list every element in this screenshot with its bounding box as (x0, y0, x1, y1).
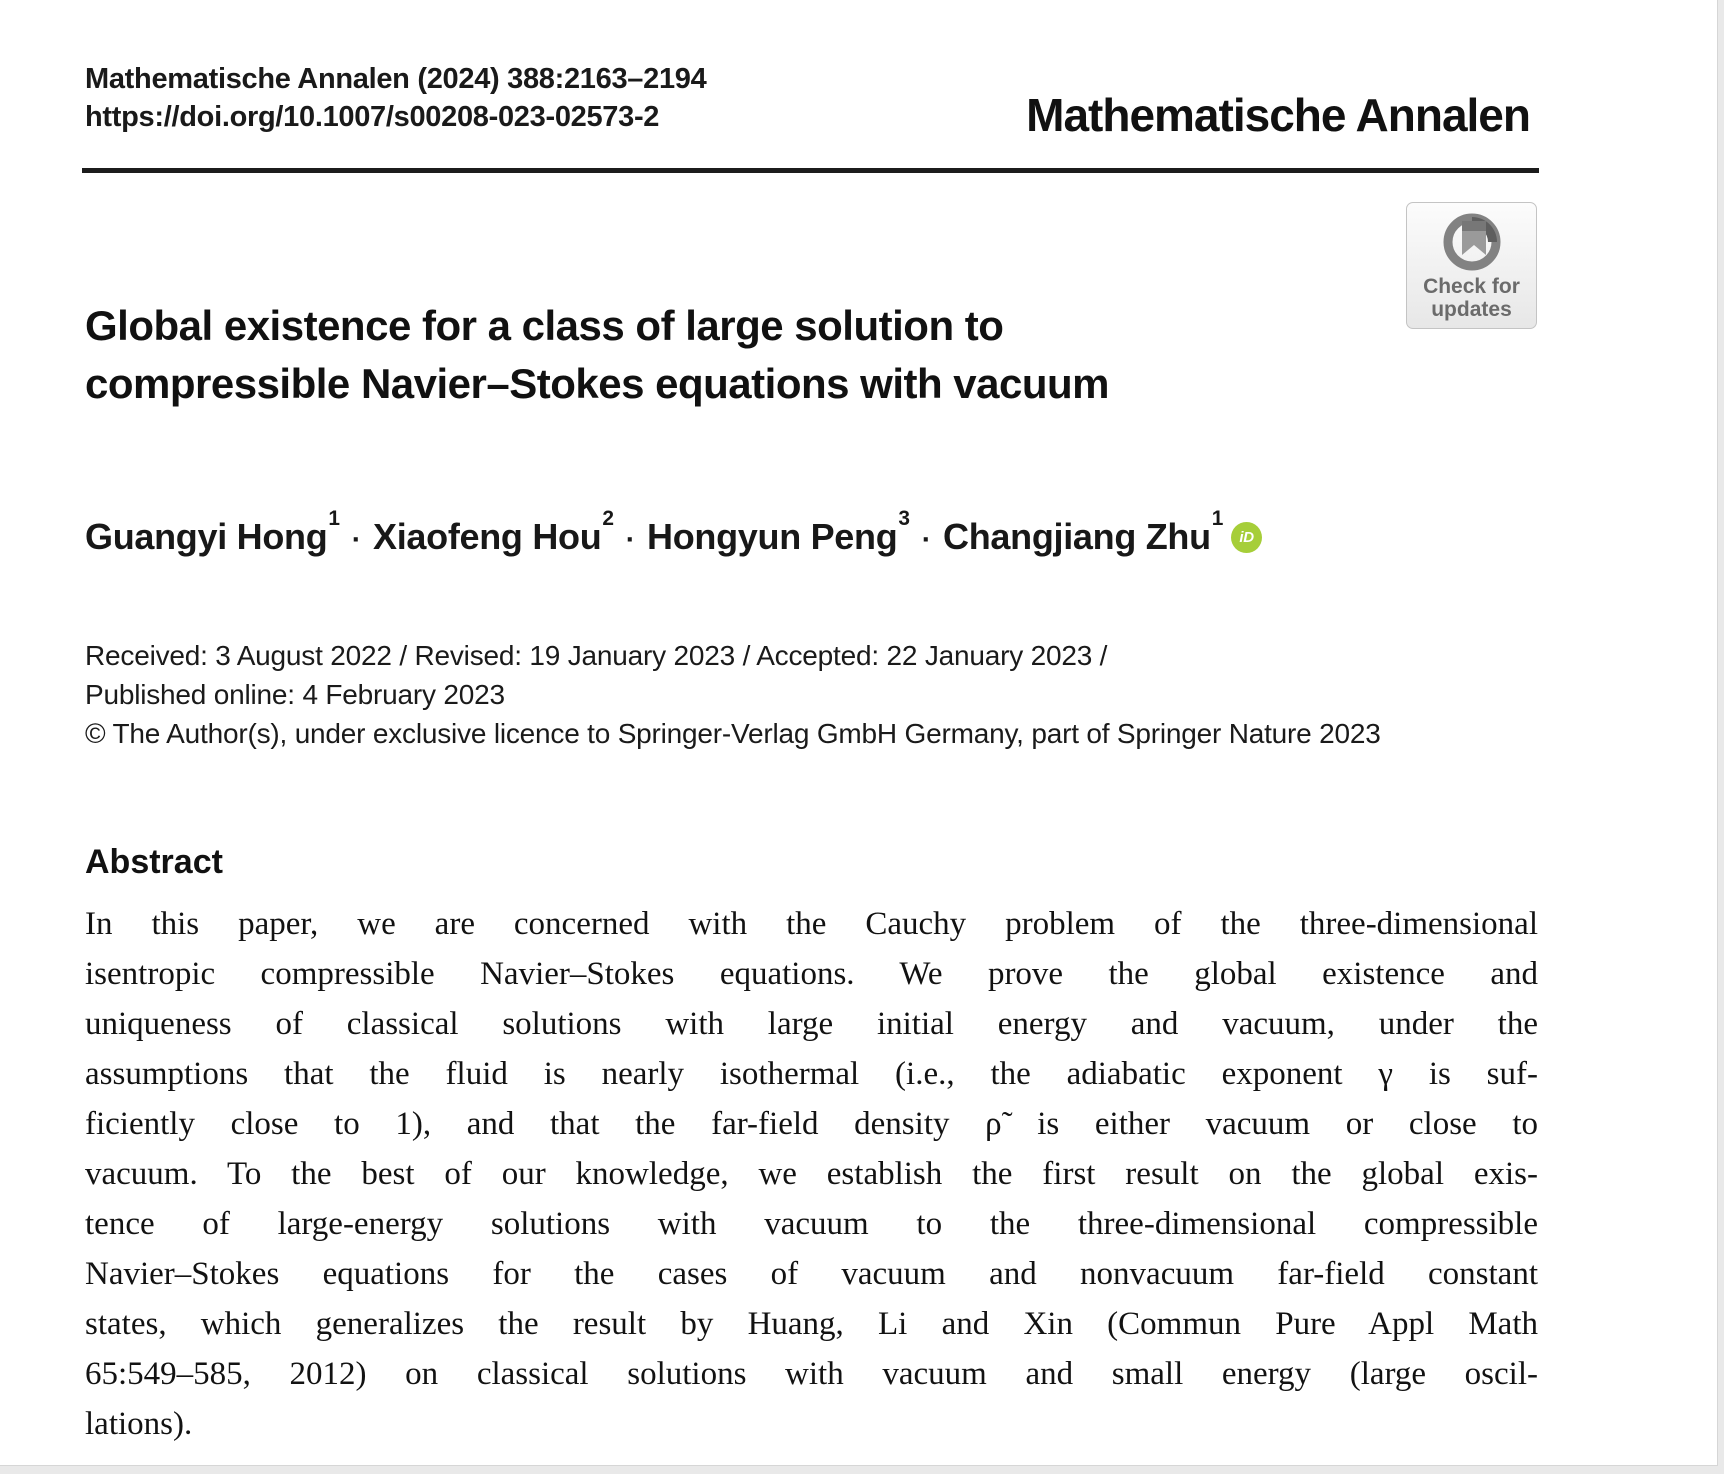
published-online: Published online: 4 February 2023 (85, 679, 505, 710)
abstract-heading: Abstract (85, 843, 223, 881)
doi-link[interactable]: https://doi.org/10.1007/s00208-023-02573-2 (85, 101, 660, 133)
author-name: Hongyun Peng (647, 516, 898, 557)
author-affiliation-sup: 2 (602, 506, 614, 530)
author-name: Guangyi Hong (85, 516, 328, 557)
author-line (85, 506, 1262, 558)
abstract-line: 65:549–585, 2012) on classical solutions with vacuum and small energy (large oscil- (85, 1356, 1538, 1392)
abstract-line: In this paper, we are concerned with the Cauchy problem of the three-dimensional (85, 906, 1538, 942)
article-title-line-1: Global existence for a class of large solution to (85, 302, 1004, 349)
badge-line-2: updates (1431, 298, 1512, 321)
abstract-line: assumptions that the fluid is nearly isothermal (i.e., the adiabatic exponent γ is suf- (85, 1056, 1538, 1092)
abstract-line: vacuum. To the best of our knowledge, we establish the first result on the global exis- (85, 1156, 1538, 1192)
author-separator: · (921, 524, 932, 556)
author-separator: · (351, 524, 361, 556)
received-revised-accepted: Received: 3 August 2022 / Revised: 19 January 2023 / Accepted: 22 January 2023 / (85, 640, 1108, 671)
author-affiliation-sup: 3 (898, 506, 910, 530)
article-title (85, 297, 1545, 413)
abstract-text (85, 899, 1538, 1449)
journal-reference-block (85, 60, 706, 136)
abstract-line: lations). (85, 1406, 193, 1442)
author-affiliation-sup: 1 (328, 506, 340, 530)
journal-citation: Mathematische Annalen (2024) 388:2163–2194 (85, 63, 707, 95)
abstract-line: uniqueness of classical solutions with large initial energy and vacuum, under the (85, 1006, 1538, 1042)
copyright-notice: © The Author(s), under exclusive licence to Springer-Verlag GmbH Germany, part of Springer Nature 2023 (85, 718, 1381, 749)
abstract-line: ficiently close to 1), and that the far-field density ρ̃ is either vacuum or close to (85, 1106, 1538, 1142)
author-name: Changjiang Zhu (943, 516, 1211, 557)
abstract-line: Navier–Stokes equations for the cases of vacuum and nonvacuum far-field constant (85, 1256, 1538, 1292)
abstract-line: tence of large-energy solutions with vacuum to the three-dimensional compressible (85, 1206, 1538, 1242)
abstract-line: states, which generalizes the result by Huang, Li and Xin (Commun Pure Appl Math (85, 1306, 1538, 1342)
author-list (85, 506, 1224, 558)
article-title-line-2: compressible Navier–Stokes equations with vacuum (85, 360, 1110, 407)
author-separator: · (625, 524, 636, 556)
author-name: Xiaofeng Hou (373, 516, 602, 557)
badge-line-1: Check for (1423, 275, 1520, 298)
crossmark-icon (1440, 211, 1504, 273)
orcid-icon[interactable]: iD (1231, 522, 1262, 553)
author-affiliation-sup: 1 (1211, 506, 1224, 530)
journal-name: Mathematische Annalen (1026, 89, 1530, 141)
header-divider (82, 168, 1539, 173)
abstract-line: isentropic compressible Navier–Stokes equations. We prove the global existence and (85, 956, 1538, 992)
article-history (85, 636, 1381, 753)
